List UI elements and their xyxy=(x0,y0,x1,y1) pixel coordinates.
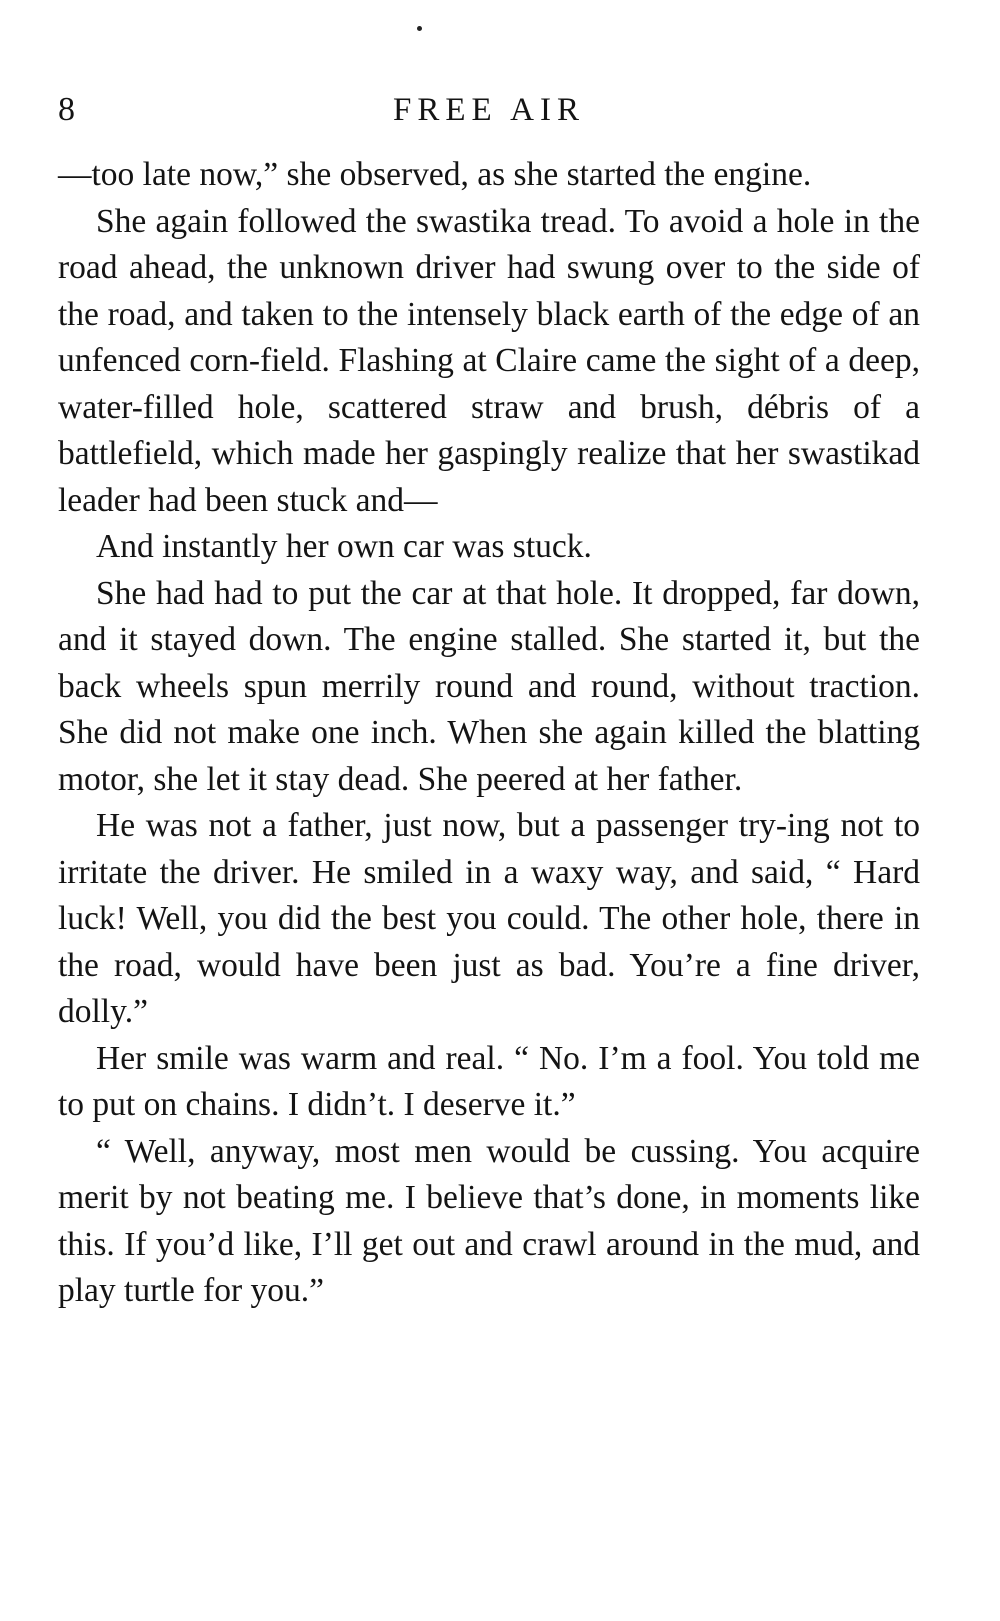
page-number: 8 xyxy=(58,91,75,128)
paragraph: And instantly her own car was stuck. xyxy=(96,528,592,565)
body-text xyxy=(58,152,920,1315)
paragraph: He was not a father, just now, but a passenger try-ing not to irritate the driver. He smiled in a waxy way, and said, “ Hard luck! Well, you did the best you could. The other hole, there in the road, would have been just as bad. You’re a fine driver, dolly.” xyxy=(58,807,920,1030)
printer-mark xyxy=(417,26,422,31)
paragraph: She had had to put the car at that hole. It dropped, far down, and it stayed down. The engine stalled. She started it, but the back wheels spun merrily round and round, without traction. She did not make one inch. When she again killed the blatting motor, she let it stay dead. She peered at her father. xyxy=(58,574,920,798)
paragraph: “ Well, anyway, most men would be cussing. You acquire merit by not beating me. I believe that’s done, in moments like this. If you’d like, I’ll get out and crawl around in the mud, and play turtle for you.” xyxy=(58,1132,920,1309)
paragraph: —too late now,” she observed, as she started the engine. xyxy=(58,156,812,193)
paragraph: Her smile was warm and real. “ No. I’m a fool. You told me to put on chains. I didn’t. I deserve it.” xyxy=(58,1039,920,1123)
running-title: FREE AIR xyxy=(393,92,585,128)
running-head xyxy=(58,88,920,132)
paragraph: She again followed the swastika tread. To avoid a hole in the road ahead, the unknown driver had swung over to the side of the road, and taken to the intensely black earth of the edge of an unfenced corn-field. Flashing at Claire came the sight of a deep, water-filled hole, scattered straw and brush, débris of a battlefield, which made her gaspingly realize that her swastikad leader had been stuck and— xyxy=(58,202,920,519)
